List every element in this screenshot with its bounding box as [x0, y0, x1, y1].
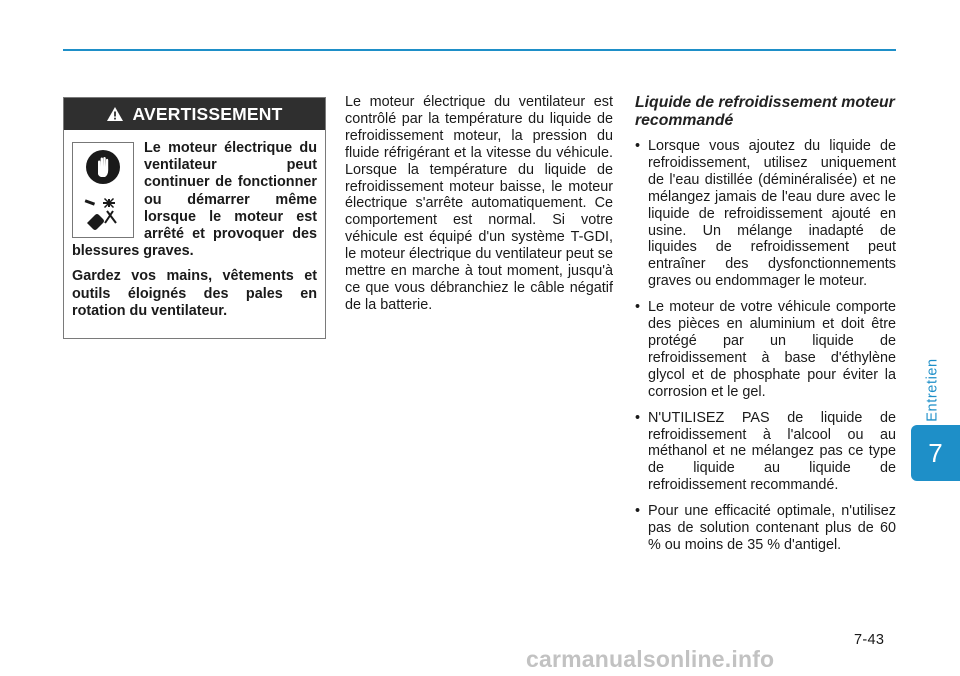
- warning-text-1: Le moteur électrique du ventilateur peut continuer de fonctionner ou démarrer même lorsque le moteur est arrêté et provoquer des blessures graves.: [72, 140, 317, 260]
- list-item: • Le moteur de votre véhicule comporte des pièces en aluminium et doit être protégé par un liquide de refroidissement à base d'éthylène glycol et de phosphate pour éviter la corrosion et le gel.: [635, 299, 896, 400]
- warning-box: [63, 97, 326, 339]
- coolant-section: [635, 94, 896, 563]
- chapter-number-tab: 7: [911, 425, 960, 481]
- watermark: carmanualsonline.info: [526, 646, 775, 672]
- list-item: • N'UTILISEZ PAS de liquide de refroidissement à l'alcool ou au méthanol et ne mélangez pas ce type de liquide au liquide de refroidissement recommandé.: [635, 410, 896, 495]
- list-item: • Pour une efficacité optimale, n'utilisez pas de solution contenant plus de 60 % ou moins de 35 % d'antigel.: [635, 503, 896, 554]
- warning-pictograms: [72, 142, 134, 238]
- header-rule: [63, 49, 896, 51]
- warning-triangle-icon: [106, 106, 124, 122]
- warning-text-2: Gardez vos mains, vêtements et outils éloignés des pales en rotation du ventilateur.: [72, 268, 317, 319]
- chapter-label-text: Entretien: [925, 358, 941, 422]
- warning-title: AVERTISSEMENT: [132, 103, 283, 124]
- chapter-side-label: [918, 355, 948, 425]
- list-item: • Lorsque vous ajoutez du liquide de refroidissement, utilisez uniquement de l'eau distillée (déminéralisée) et ne mélangez jamais de l'eau dure avec le liquide de refroidissement ajouté en usine. Un mélange inadapté de liquides de refroidissement peut entraîner des dysfonctionnements graves ou endommager le moteur.: [635, 138, 896, 290]
- hand-stop-icon: [85, 149, 121, 185]
- coolant-bullet-list: [635, 138, 896, 554]
- warning-header: [64, 98, 325, 130]
- page-number: 7-43: [854, 632, 885, 648]
- fan-hazard-icon: [83, 193, 123, 233]
- section-title: Liquide de refroidissement moteur recommandé: [635, 94, 895, 129]
- main-paragraph: Le moteur électrique du ventilateur est contrôlé par la température du liquide de refroidissement moteur, la pression du fluide réfrigérant et la vitesse du véhicule. Lorsque la température du liquide de refroidissement moteur baisse, le moteur électrique s'arrête automatiquement. Ce comportement est normal. Si votre véhicule est équipé d'un système T-GDI, le moteur électrique du ventilateur peut se mettre en marche à tout moment, jusqu'à ce que vous débranchiez le câble négatif de la batterie.: [345, 94, 613, 313]
